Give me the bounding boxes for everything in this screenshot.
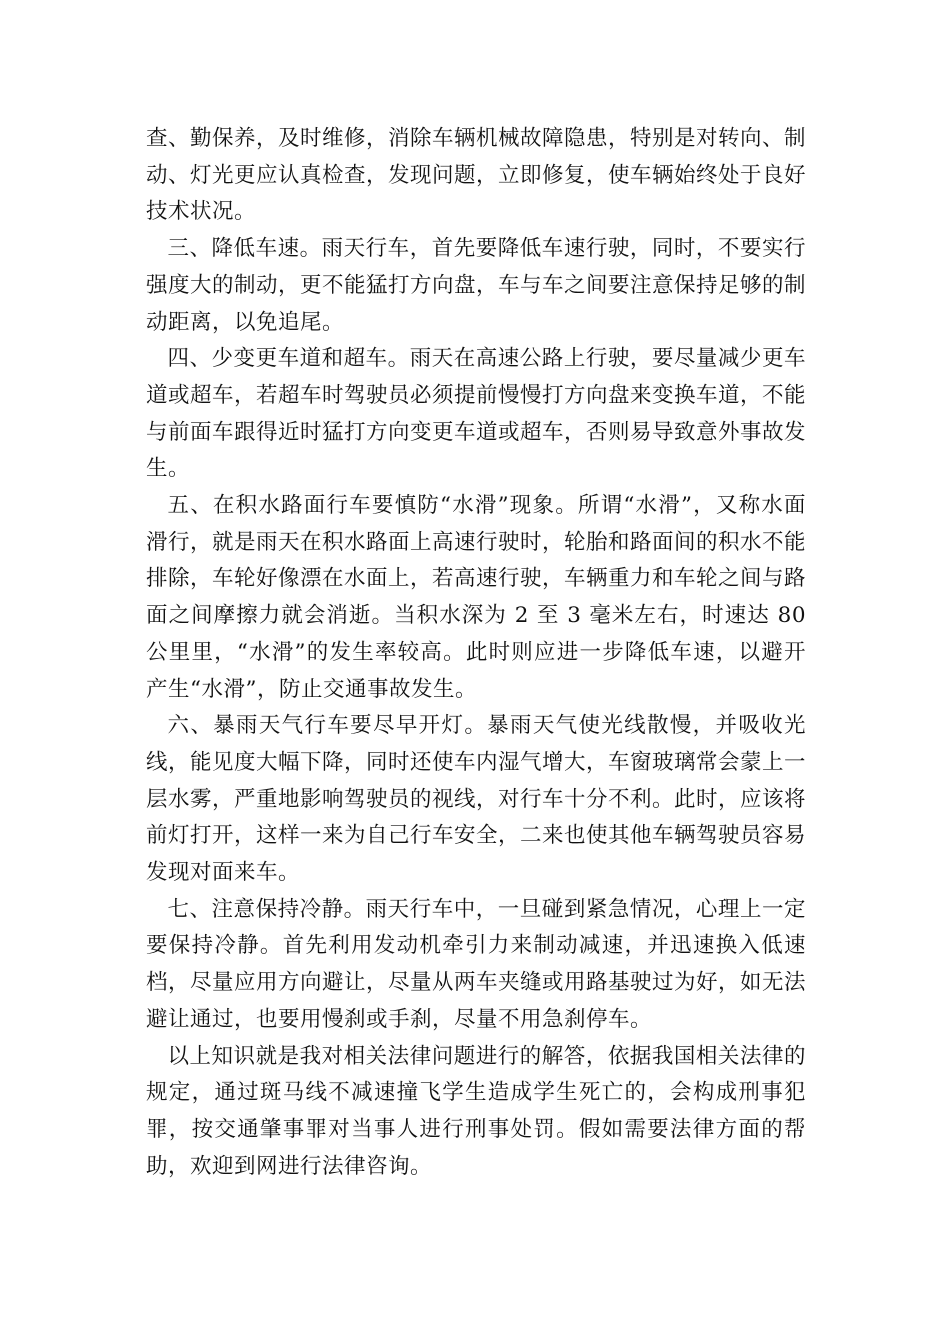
- paragraph-hydroplaning: 五、在积水路面行车要慎防“水滑”现象。所谓“水滑”，又称水面滑行，就是雨天在积水路面上高速行驶时，轮胎和路面间的积水不能排除，车轮好像漂在水面上，若高速行驶，车辆重力和车轮之间与路面之间摩擦力就会消逝。当积水深为 2 至 3 毫米左右，时速达 80 公里里，“水滑”的发生率较高。此时则应进一步降低车速，以避开产生“水滑”，防止交通事故发生。: [146, 493, 807, 702]
- paragraph-headlights: 六、暴雨天气行车要尽早开灯。暴雨天气使光线散慢，并吸收光线，能见度大幅下降，同时还使车内湿气增大，车窗玻璃常会蒙上一层水雾，严重地影响驾驶员的视线，对行车十分不利。此时，应该将前灯打开，这样一来为自己行车安全，二来也使其他车辆驾驶员容易发现对面来车。: [146, 713, 807, 886]
- paragraph-lane-change: 四、少变更车道和超车。雨天在高速公路上行驶，要尽量减少更车道或超车，若超车时驾驶员必须提前慢慢打方向盘来变换车道，不能与前面车跟得近时猛打方向变更车道或超车，否则易导致意外事故发生。: [146, 346, 807, 482]
- document-body: [146, 121, 806, 1185]
- paragraph-conclusion: 以上知识就是我对相关法律问题进行的解答，依据我国相关法律的规定，通过斑马线不减速撞飞学生造成学生死亡的，会构成刑事犯罪，按交通肇事罪对当事人进行刑事处罚。假如需要法律方面的帮助，欢迎到网进行法律咨询。: [146, 1043, 806, 1179]
- paragraph-continuation: 查、勤保养，及时维修，消除车辆机械故障隐患，特别是对转向、制动、灯光更应认真检查，发现问题，立即修复，使车辆始终处于良好技术状况。: [146, 126, 807, 225]
- paragraph-reduce-speed: 三、降低车速。雨天行车，首先要降低车速行驶，同时，不要实行强度大的制动，更不能猛打方向盘，车与车之间要注意保持足够的制动距离，以免追尾。: [146, 236, 807, 335]
- paragraph-stay-calm: 七、注意保持冷静。雨天行车中，一旦碰到紧急情况，心理上一定要保持冷静。首先利用发动机牵引力来制动减速，并迅速换入低速档，尽量应用方向避让，尽量从两车夹缝或用路基驶过为好，如无法避让通过，也要用慢刹或手刹，尽量不用急刹停车。: [146, 896, 807, 1032]
